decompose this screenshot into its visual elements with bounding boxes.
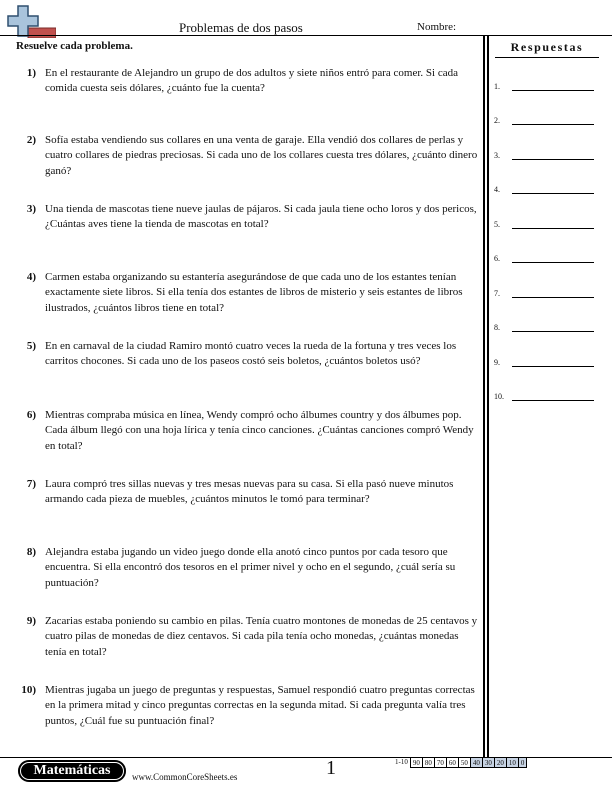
score-cell: 40 [470,757,483,768]
score-cell: 60 [446,757,459,768]
answer-line [512,400,594,401]
answer-label: 3. [494,151,500,160]
problem-number: 6) [26,409,36,421]
problem-text: En el restaurante de Alejandro un grupo de dos adultos y siete niños entró para comer. Si cada comida cuesta seis dólares, ¿cuánto fue la cuenta? [45,67,458,95]
problem-text: En en carnaval de la ciudad Ramiro montó cuatro veces la rueda de la fortuna y tres veces los carritos chocones. Si cada uno de los paseos costó seis boletos, ¿cuántos boletos usó? [45,340,457,368]
problem-number: 9) [26,615,36,627]
score-cell: 0 [518,757,528,768]
column-divider [487,35,489,765]
page-number: 1 [326,757,336,779]
answer-line [512,159,594,160]
problem-text: Zacarias estaba poniendo su cambio en pilas. Tenía cuatro montones de monedas de 25 centavos y cuatro pilas de monedas de diez centavos. Si cada pila tenía ocho monedas, ¿cuántas monedas tenía en total? [45,615,478,658]
answer-blank-2[interactable] [494,109,600,125]
problem-text: Una tienda de mascotas tiene nueve jaulas de pájaros. Si cada jaula tiene ocho loros y dos pericos, ¿Cuántas aves tiene la tienda de mascotas en total? [45,203,477,231]
answer-line [512,366,594,367]
answer-blank-8[interactable] [494,316,600,332]
answers-title: Respuestas [510,40,584,54]
problem-number: 3) [26,203,36,215]
name-label: Nombre: [417,21,457,33]
answer-label: 9. [494,358,500,367]
problem-number: 10) [21,684,36,696]
answer-label: 4. [494,185,500,194]
score-cell: 20 [494,757,507,768]
problem-number: 2) [26,134,36,146]
answer-line [512,262,594,263]
problem-number: 1) [26,67,36,79]
answer-label: 5. [494,220,500,229]
problem-number: 5) [26,340,36,352]
answer-blank-10[interactable] [494,385,600,401]
answer-label: 1. [494,82,500,91]
problem-text: Laura compró tres sillas nuevas y tres mesas nuevas para su casa. Si ella pasó nueve minutos armando cada pieza de muebles, ¿cuántos minutos le tomó para terminar? [45,478,454,506]
problem-number: 4) [26,271,36,283]
answer-blank-9[interactable] [494,351,600,367]
plus-sign-logo-icon [6,4,56,38]
answer-blank-1[interactable] [494,75,600,91]
answer-line [512,193,594,194]
site-url: www.CommonCoreSheets.es [132,772,238,782]
answer-label: 7. [494,289,500,298]
answer-line [512,124,594,125]
problem-text: Sofía estaba vendiendo sus collares en una venta de garaje. Ella vendió dos collares de perlas y cuatro collares de piedras preciosas. Si cada uno de los collares cuesta tres dólares, ¿cuánto dinero ganó? [45,134,478,177]
answer-blank-6[interactable] [494,247,600,263]
problem-text: Alejandra estaba jugando un video juego donde ella anotó cinco puntos por cada tesoro que encuentra. Si ella encontró dos tesoros en el primer nivel y ocho en el segundo, ¿cuál sería su puntuación? [45,546,456,589]
answer-blank-3[interactable] [494,144,600,160]
score-cell: 50 [458,757,471,768]
score-table [396,757,527,768]
answer-line [512,90,594,91]
answer-label: 8. [494,323,500,332]
problem-number: 7) [26,478,36,490]
score-cell: 90 [410,757,423,768]
answer-blank-4[interactable] [494,178,600,194]
answer-blank-5[interactable] [494,213,600,229]
score-cell: 80 [422,757,435,768]
column-divider [483,35,485,765]
instructions: Resuelve cada problema. [16,40,133,52]
answer-label: 10. [494,392,504,401]
problem-number: 8) [26,546,36,558]
answer-line [512,331,594,332]
problem-text: Carmen estaba organizando su estantería asegurándose de que cada uno de los estantes tenían exactamente siete libros. Si ella tenía dos estantes de libros de misterio y seis estantes de libros ilustrados, ¿cuántos libros tiene en total? [45,271,463,314]
header-divider [0,35,612,36]
answer-label: 6. [494,254,500,263]
answer-line [512,297,594,298]
answer-blank-7[interactable] [494,282,600,298]
problem-text: Mientras jugaba un juego de preguntas y respuestas, Samuel respondió cuatro preguntas correctas en la primera mitad y cinco preguntas correctas en la segunda mitad. Si cada pregunta valía tres puntos, ¿Cuál fue su puntuación final? [45,684,475,727]
brand-badge: Matemáticas [18,760,126,782]
score-cell: 30 [482,757,495,768]
score-cell: 70 [434,757,447,768]
worksheet-title: Problemas de dos pasos [179,20,303,35]
score-cell: 10 [506,757,519,768]
answer-label: 2. [494,116,500,125]
score-range: 1-10 [395,758,408,766]
answer-line [512,228,594,229]
problem-text: Mientras compraba música en línea, Wendy compró ocho álbumes country y dos álbumes pop. Cada álbum llegó con una hoja lírica y tenía cinco canciones. ¿Cuántas canciones compró Wendy en total? [45,409,474,452]
answers-title-underline [495,57,599,58]
